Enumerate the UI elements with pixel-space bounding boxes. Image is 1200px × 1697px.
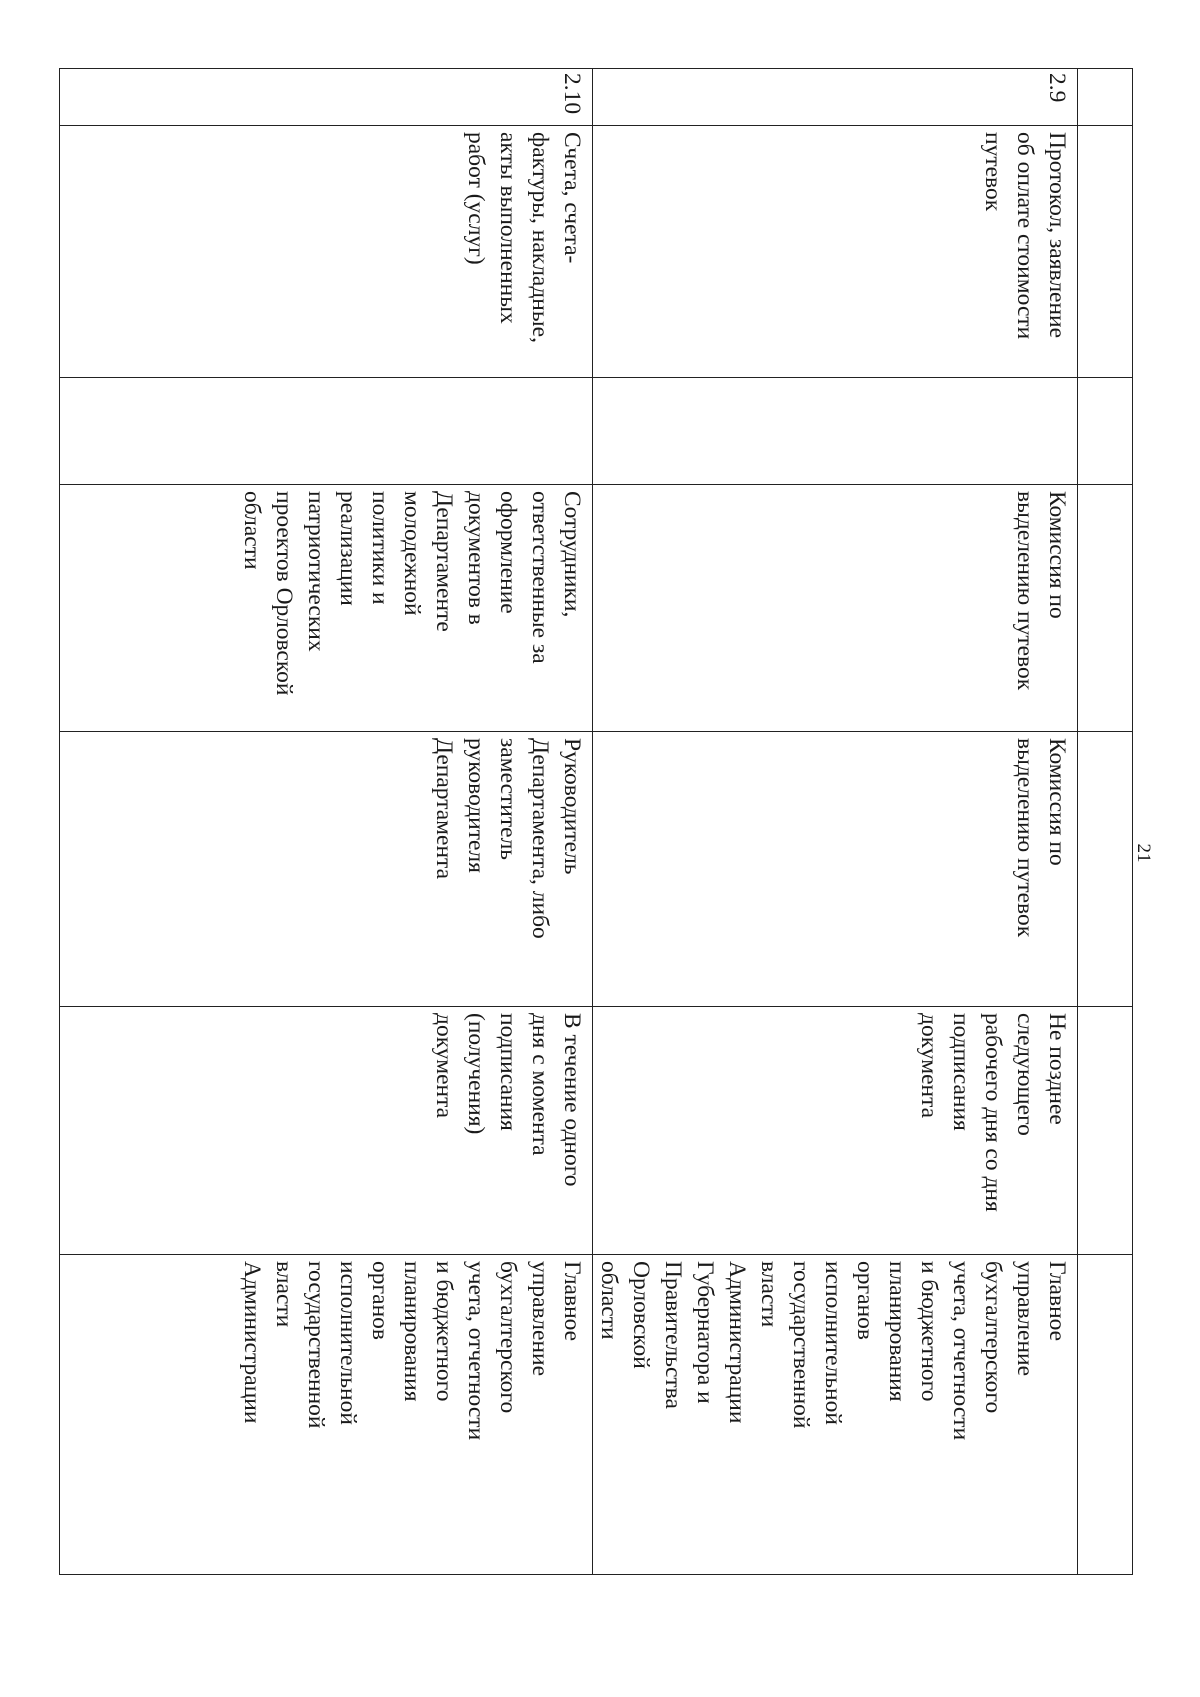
signing-party: Комиссия по выделению путевок	[593, 732, 1078, 1007]
header-cell	[1078, 485, 1133, 732]
empty-cell	[60, 378, 593, 485]
recipient: Главное управление бухгалтерского учета, отчетности и бюджетного планирования органов исполнительной государственной власти Администрации Губернатора и Правительства Орловской области	[593, 1255, 1078, 1575]
table-row-2-10	[60, 69, 593, 1575]
responsible-party: Комиссия по выделению путевок	[593, 485, 1078, 732]
documents-table	[59, 68, 1133, 1575]
document-table-area	[114, 68, 1133, 1574]
header-cell	[1078, 732, 1133, 1007]
row-number: 2.10	[60, 69, 593, 126]
header-cell	[1078, 378, 1133, 485]
recipient: Главное управление бухгалтерского учета, отчетности и бюджетного планирования органов исполнительной государственной власти Администрации	[60, 1255, 593, 1575]
header-cell	[1078, 1007, 1133, 1255]
header-cell	[1078, 126, 1133, 378]
table-row-2-9	[593, 69, 1078, 1575]
submission-deadline: Не позднее следующего рабочего дня со дня подписания документа	[593, 1007, 1078, 1255]
document-name: Счета, счета- фактуры, накладные, акты выполненных работ (услуг)	[60, 126, 593, 378]
page-number: 21	[1133, 843, 1154, 863]
empty-cell	[593, 378, 1078, 485]
row-number: 2.9	[593, 69, 1078, 126]
submission-deadline: В течение одного дня с момента подписания (получения) документа	[60, 1007, 593, 1255]
responsible-party: Сотрудники, ответственные за оформление документов в Департаменте молодежной политики и реализации патриотических проектов Орловской области	[60, 485, 593, 732]
rotated-table-container	[114, 68, 1133, 1574]
document-name: Протокол, заявление об оплате стоимости путевок	[593, 126, 1078, 378]
table-header-row	[1078, 69, 1133, 1575]
header-cell	[1078, 69, 1133, 126]
signing-party: Руководитель Департамента, либо заместитель руководителя Департамента	[60, 732, 593, 1007]
header-cell	[1078, 1255, 1133, 1575]
